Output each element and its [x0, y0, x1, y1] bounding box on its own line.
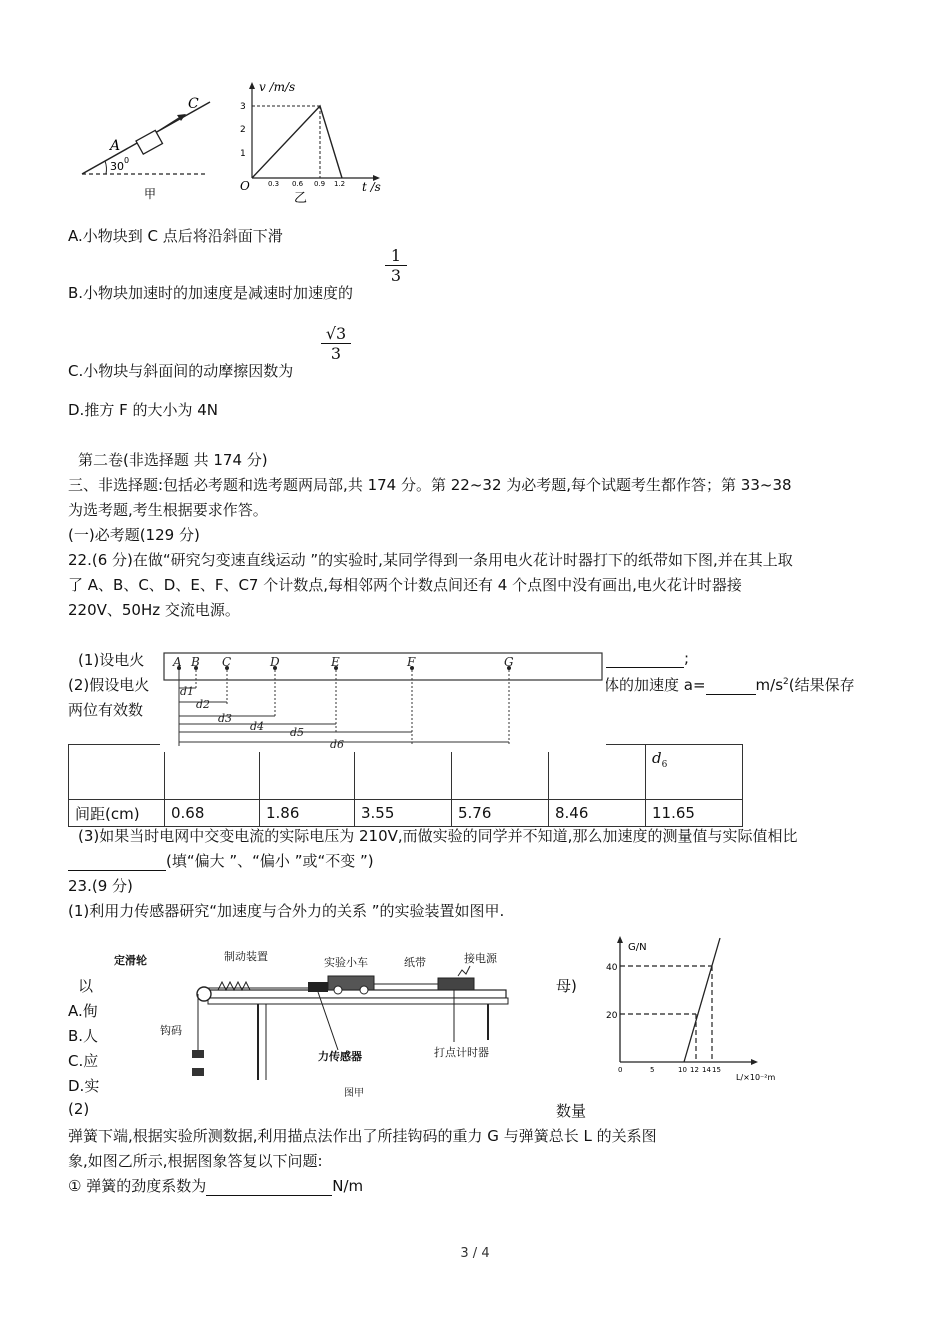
spring-xtick-14: 14 [702, 1066, 711, 1074]
q23-title: 23.(9 分) [68, 877, 133, 895]
table-header-d6: $d_6$ [646, 745, 743, 800]
q23-line-1: (1)利用力传感器研究“加速度与合外力的关系 ”的实验装置如图甲. [68, 902, 505, 920]
q23-opt-prefix: 以 [78, 977, 94, 995]
spring-xtick-12: 12 [690, 1066, 699, 1074]
q22-p2-line-2: 两位有效数 [68, 701, 144, 719]
q23-p2-start: (2) [68, 1100, 90, 1118]
vt-graph [232, 78, 392, 203]
fraction-num: 1 [390, 246, 402, 265]
fraction-one-third [385, 246, 407, 285]
timer-icon [438, 978, 474, 990]
vt-x-label: t /s [362, 180, 381, 194]
vt-y-label: v /m/s [259, 80, 296, 94]
label-weights [160, 1023, 182, 1037]
dim-label-d3: d3 [218, 712, 233, 725]
spring-xtick-10: 10 [678, 1066, 687, 1074]
option-B: B.小物块加速时的加速度是减速时加速度的 [68, 284, 354, 302]
spring-xtick-5: 5 [650, 1066, 655, 1074]
table-header-row [69, 745, 743, 800]
q23-opt-B: B.人 [68, 1027, 99, 1045]
spring-xtick-0: 0 [618, 1066, 623, 1074]
fraction-den: 3 [385, 265, 407, 285]
option-A: A.小物块到 C 点后将沿斜面下滑 [68, 227, 283, 245]
tape-label-E: E [331, 655, 340, 669]
q22-p1-end: ; [684, 649, 690, 667]
spring-line [684, 938, 720, 1062]
spring-x-label: L/×10⁻²m [736, 1073, 776, 1082]
apparatus-caption: 图甲 [344, 1088, 364, 1099]
spring-y-label: G/N [628, 942, 647, 953]
vt-ytick-1: 1 [240, 149, 246, 159]
section-intro-1: 三、非选择题:包括必考题和选考题两局部,共 174 分。第 22~32 为必考题,每个试题考生都作答；第 33~38 [68, 476, 792, 494]
spring-graph [604, 930, 800, 1088]
label-sensor: 力传感器 [318, 1050, 362, 1063]
dim-label-d4: d4 [250, 720, 265, 733]
apparatus-figure [108, 940, 516, 1102]
label-pulley: 定滑轮 [114, 954, 147, 967]
q22-p3-text: (填“偏大 ”、“偏小 ”或“不变 ”) [166, 852, 374, 870]
q23-opt-C: C.应 [68, 1052, 99, 1070]
force-sensor-icon [308, 982, 328, 992]
angle-label: 30 [110, 160, 124, 173]
weight-icon [192, 1050, 204, 1058]
q22-p3-blank[interactable] [68, 852, 166, 871]
label-C: C [188, 96, 199, 112]
tape-figure [160, 628, 606, 752]
label-tape: 纸带 [404, 956, 426, 969]
table-cell: 3.55 [355, 800, 452, 827]
q22-p2-sup: 2 [783, 677, 789, 687]
vt-y-arrow [249, 82, 255, 89]
vt-xtick-0.3: 0.3 [268, 180, 280, 188]
option-D: D.推方 F 的大小为 4N [68, 401, 219, 419]
vt-ytick-3: 3 [240, 102, 246, 112]
tape-label-A: A [173, 655, 182, 669]
q22-p2-unit: m/s [755, 676, 784, 694]
vt-xtick-1.2: 1.2 [334, 180, 346, 188]
q22-p1-blank[interactable] [606, 649, 684, 668]
q22-p2-blank[interactable] [706, 676, 756, 695]
q23-k-question [68, 1175, 363, 1196]
page-number: 3 / 4 [460, 1246, 490, 1261]
label-A: A [110, 138, 121, 154]
vt-origin: O [240, 179, 250, 193]
q22-line-3: 220V、50Hz 交流电源。 [68, 601, 240, 619]
vt-caption: 乙 [294, 191, 308, 203]
q23-spring-line-1: 弹簧下端,根据实验所测数据,利用描点法作出了所挂钩码的重力 G 与弹簧总长 L 的关系图 [68, 1127, 657, 1145]
label-power: 接电源 [464, 952, 497, 965]
fraction-num: √3 [325, 324, 347, 343]
incline-caption: 甲 [144, 187, 157, 201]
q22-line-1: 22.(6 分)在做“研究匀变速直线运动 ”的实验时,某同学得到一条用电火花计时器打下的纸带如下图,并在其上取 [68, 551, 793, 569]
table-cell: 5.76 [452, 800, 549, 827]
q23-p2-end: 数量 [556, 1102, 587, 1120]
q23-opt-A: A.侚 [68, 1002, 98, 1020]
q22-p2-mid: 体的加速度 a= [604, 676, 706, 694]
pulley-icon [197, 987, 211, 1001]
section-title: 第二卷(非选择题 共 174 分) [78, 451, 268, 469]
table-cell: 1.86 [260, 800, 355, 827]
incline-block [136, 130, 163, 154]
tape-label-F: F [407, 655, 416, 669]
q22-p2-start: (2)假设电火 [68, 676, 150, 694]
table-row-label: 间距(cm) [69, 800, 165, 827]
dim-label-d5: d5 [290, 726, 305, 739]
spring-ytick-20: 20 [606, 1011, 618, 1021]
vt-xtick-0.9: 0.9 [314, 180, 326, 188]
q23-opt-suffix: 母) [556, 977, 577, 995]
option-C: C.小物块与斜面间的动摩擦因数为 [68, 362, 294, 380]
q23-spring-line-2: 象,如图乙所示,根据图象答复以下问题: [68, 1152, 323, 1170]
fraction-den: 3 [321, 343, 351, 363]
q23-k-unit: N/m [332, 1177, 364, 1195]
tape-label-C: C [222, 655, 232, 669]
q22-p1-start: (1)设电火 [78, 651, 145, 669]
q22-data-table [68, 744, 743, 827]
section-required: (一)必考题(129 分) [68, 526, 200, 544]
q22-p2-end: (结果保存 [788, 676, 855, 694]
spring-xtick-15: 15 [712, 1066, 721, 1074]
table-row [69, 800, 743, 827]
force-arrow [160, 116, 182, 130]
vt-xtick-0.6: 0.6 [292, 180, 304, 188]
label-timer: 打点计时器 [434, 1046, 489, 1059]
fraction-sqrt3-3 [321, 324, 351, 363]
section-intro-2: 为选考题,考生根据要求作答。 [68, 501, 268, 519]
label-cart: 实验小车 [324, 956, 368, 969]
dim-label-d2: d2 [196, 698, 211, 711]
q23-opt-D: D.实 [68, 1077, 100, 1095]
tape-label-G: G [504, 655, 514, 669]
q23-k-text: ① 弹簧的劲度系数为 [68, 1177, 207, 1195]
table-cell: 0.68 [165, 800, 260, 827]
vt-curve [252, 106, 342, 178]
q22-p3-line-2 [68, 850, 374, 871]
dim-label-d1: d1 [180, 685, 195, 698]
label-brake: 制动装置 [224, 950, 268, 963]
q23-k-blank[interactable] [206, 1177, 332, 1196]
incline-figure [78, 88, 213, 203]
track [200, 990, 506, 998]
q22-p2-answer [604, 674, 855, 695]
table-cell: 11.65 [646, 800, 743, 827]
tape-label-B: B [191, 655, 200, 669]
svg-text:钩码: 钩码 [160, 1024, 182, 1037]
weight-icon [192, 1068, 204, 1076]
q22-p1-answer [606, 649, 689, 668]
vt-ytick-2: 2 [240, 125, 246, 135]
tape-label-D: D [270, 655, 280, 669]
dim-label-d6: d6 [330, 738, 345, 751]
brake-spring-icon [218, 982, 250, 990]
table-cell: 8.46 [549, 800, 646, 827]
q22-line-2: 了 A、B、C、D、E、F、C7 个计数点,每相邻两个计数点间还有 4 个点图中没有画出,电火花计时器接 [68, 576, 742, 594]
spring-ytick-40: 40 [606, 963, 618, 973]
angle-degree: 0 [124, 156, 130, 165]
q22-p3-line-1: (3)如果当时电网中交变电流的实际电压为 210V,而做实验的同学并不知道,那么加速度的测量值与实际值相比 [78, 827, 798, 845]
